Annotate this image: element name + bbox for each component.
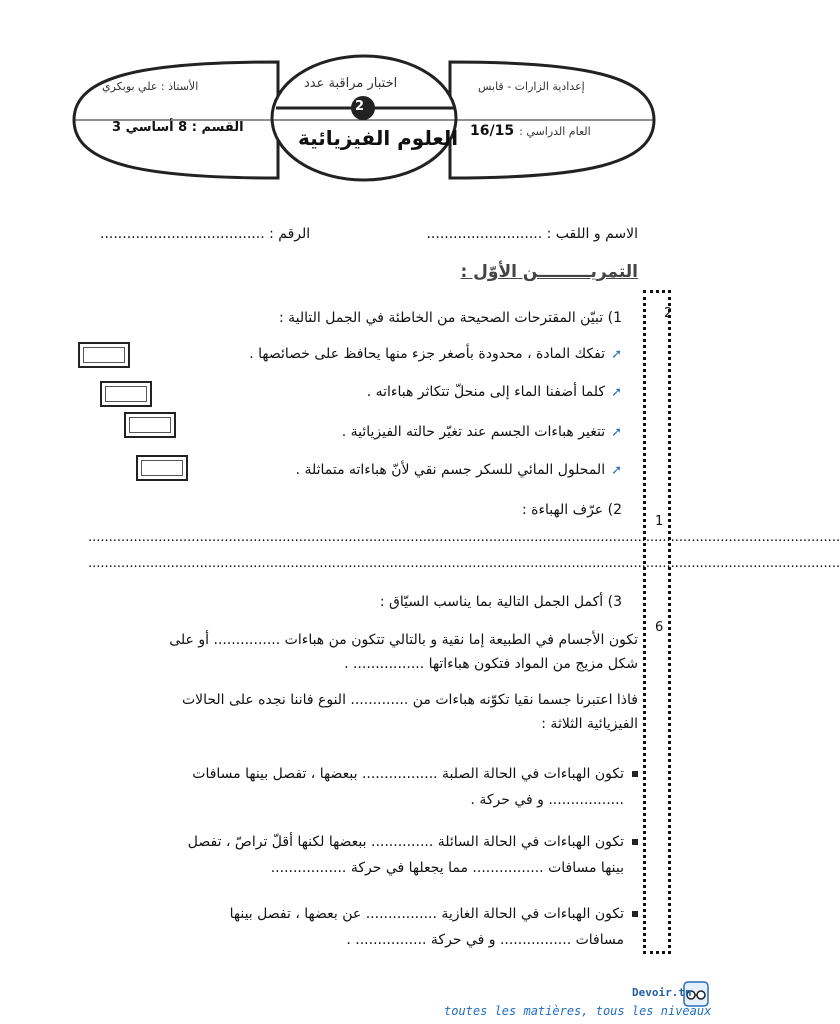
bullet-icon: ➚ bbox=[611, 425, 622, 440]
q1-item-4 bbox=[296, 462, 622, 478]
exam-number: 2 bbox=[355, 99, 365, 114]
mark-q2: 1 bbox=[655, 514, 664, 529]
square-bullet-icon bbox=[632, 911, 638, 917]
answer-box-1[interactable] bbox=[78, 342, 130, 368]
q1-item-2 bbox=[367, 384, 622, 400]
question-3: 3) أكمل الجمل التالية بما يناسب السيّاق : bbox=[379, 594, 622, 610]
question-1: 1) تبيّن المقترحات الصحيحة من الخاطئة في الجمل التالية : bbox=[278, 310, 622, 326]
bullet-liquid-line-2: بينها مسافات ................ مما يجعلها في حركة ................. bbox=[270, 860, 624, 876]
paragraph-1-line-1: تكون الأجسام في الطبيعة إما نقية و بالتالي تتكون من هباءات ............... أو على bbox=[169, 632, 638, 648]
bullet-liquid bbox=[188, 834, 638, 850]
school-year bbox=[470, 120, 591, 139]
q1-item-3-text: تتغير هباءات الجسم عند تغيّر حالته الفيزيائية . bbox=[341, 424, 606, 440]
q1-item-2-text: كلما أضفنا الماء إلى منحلّ تتكاثر هباءاته . bbox=[366, 384, 606, 400]
answer-line-2[interactable]: ...................................................................................................................................................................................... bbox=[88, 556, 840, 571]
answer-line-1[interactable]: ...................................................................................................................................................................................... bbox=[88, 530, 840, 545]
answer-box-2[interactable] bbox=[100, 381, 152, 407]
question-2: 2) عرّف الهباءة : bbox=[521, 502, 622, 518]
paragraph-1-line-2: شكل مزيج من المواد فتكون هباءاتها ................ . bbox=[344, 656, 638, 672]
subject-title: العلوم الفيزيائية bbox=[298, 126, 459, 150]
paragraph-2-line-2: الفيزيائية الثلاثة : bbox=[541, 716, 638, 732]
paragraph-2-line-1: فاذا اعتبرنا جسما نقيا تكوّنه هباءات من ............. النوع فاننا نجده على الحالات bbox=[181, 692, 638, 708]
bullet-gas-text: تكون الهباءات في الحالة الغازية ................ عن بعضها ، تفصل بينها bbox=[229, 906, 624, 922]
answer-box-3[interactable] bbox=[124, 412, 176, 438]
mark-q3: 6 bbox=[655, 620, 664, 635]
bullet-gas bbox=[230, 906, 638, 922]
year-label: العام الدراسي : bbox=[519, 125, 591, 138]
bullet-icon: ➚ bbox=[611, 385, 622, 400]
student-number-field: الرقم : ..................................... bbox=[100, 226, 311, 242]
q1-item-1-text: تفكك المادة ، محدودة بأصغر جزء منها يحافظ على خصائصها . bbox=[249, 346, 606, 362]
exam-title: اختبار مراقبة عدد bbox=[304, 76, 398, 91]
bullet-liquid-text: تكون الهباءات في الحالة السائلة .............. ببعضها لكنها أقلّ تراصّ ، تفصل bbox=[187, 834, 624, 850]
teacher-name: الأستاذ : علي بوبكري bbox=[102, 80, 199, 93]
q1-item-4-text: المحلول المائي للسكر جسم نقي لأنّ هباءاته متماثلة . bbox=[295, 462, 606, 478]
bullet-solid-line-2: ................. و في حركة . bbox=[470, 792, 624, 808]
bullet-icon: ➚ bbox=[611, 347, 622, 362]
header-banner bbox=[66, 50, 662, 190]
year-value: 16/15 bbox=[470, 123, 515, 139]
class-label: القسم : 8 أساسي 3 bbox=[112, 120, 244, 135]
square-bullet-icon bbox=[632, 839, 638, 845]
square-bullet-icon bbox=[632, 771, 638, 777]
mark-q1: 2 bbox=[664, 306, 673, 321]
bullet-solid-text: تكون الهباءات في الحالة الصلبة ................. ببعضها ، تفصل بينها مسافات bbox=[192, 766, 624, 782]
student-name-field: الاسم و اللقب : .......................... bbox=[426, 226, 638, 242]
bullet-solid bbox=[192, 766, 638, 782]
footer-brand[interactable]: Devoir.tn bbox=[632, 986, 692, 999]
q1-item-1 bbox=[249, 346, 622, 362]
footer-tagline: toutes les matières, tous les niveaux bbox=[444, 1004, 712, 1018]
bullet-gas-line-2: مسافات ................ و في حركة ................ . bbox=[346, 932, 624, 948]
school-name: إعدادية الزارات - قابس bbox=[478, 80, 585, 93]
answer-box-4[interactable] bbox=[136, 455, 188, 481]
q1-item-3 bbox=[342, 424, 622, 440]
exercise-title: التمريـــــــــن الأوّل : bbox=[460, 262, 638, 282]
bullet-icon: ➚ bbox=[611, 463, 622, 478]
